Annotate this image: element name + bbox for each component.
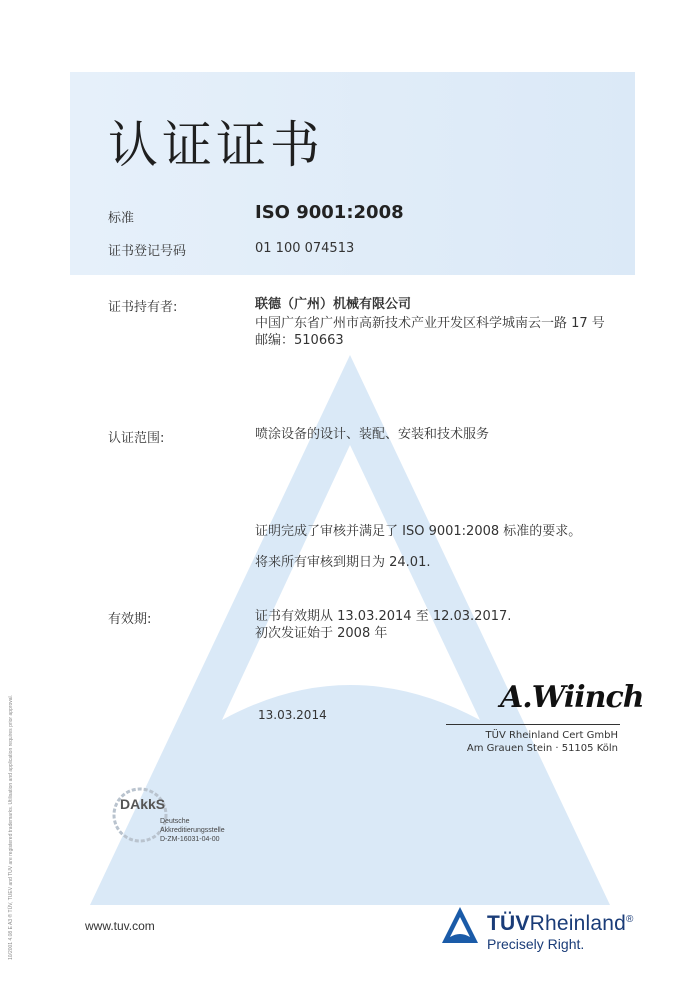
issuer-address: Am Grauen Stein · 51105 Köln bbox=[466, 743, 618, 754]
certificate-title: 认证证书 bbox=[108, 116, 324, 174]
dakks-line-1: Deutsche bbox=[160, 818, 190, 825]
scope-value: 喷涂设备的设计、装配、安装和技术服务 bbox=[255, 427, 490, 442]
dakks-details bbox=[160, 817, 225, 844]
scope-label: 认证范围: bbox=[108, 431, 165, 446]
dakks-line-3: D-ZM-16031-04-00 bbox=[160, 836, 220, 843]
brand-registered: ® bbox=[625, 914, 634, 925]
audit-due-statement: 将来所有审核到期日为 24.01. bbox=[255, 555, 431, 570]
holder-postal: 邮编：510663 bbox=[255, 333, 344, 348]
trademark-side-note: 10/2001 4.08 E A3 ® TÜV, TUEV and TUV are registered trademarks. Utilisation and application requires prior approval. bbox=[8, 694, 14, 960]
issue-date: 13.03.2014 bbox=[258, 708, 327, 722]
standard-label: 标准 bbox=[108, 211, 135, 226]
signature: A.Wiinch bbox=[500, 680, 644, 715]
holder-name: 联德（广州）机械有限公司 bbox=[255, 297, 412, 312]
validity-value: 证书有效期从 13.03.2014 至 12.03.2017. bbox=[255, 609, 512, 624]
tuv-triangle-icon bbox=[440, 905, 480, 945]
registration-value: 01 100 074513 bbox=[255, 241, 355, 256]
brand-bold: TÜV bbox=[487, 912, 530, 935]
compliance-statement: 证明完成了审核并满足了 ISO 9001:2008 标准的要求。 bbox=[255, 524, 582, 539]
first-issue: 初次发证始于 2008 年 bbox=[255, 626, 388, 641]
website-url[interactable]: www.tuv.com bbox=[85, 919, 155, 933]
issuer-block bbox=[398, 729, 618, 755]
validity-label: 有效期: bbox=[108, 612, 152, 627]
brand-rest: Rheinland bbox=[529, 912, 626, 935]
dakks-logo-text: DAkkS bbox=[120, 796, 166, 812]
standard-value: ISO 9001:2008 bbox=[255, 202, 404, 223]
tuv-brand bbox=[487, 912, 634, 936]
issuer-name: TÜV Rheinland Cert GmbH bbox=[485, 730, 618, 741]
brand-tagline: Precisely Right. bbox=[487, 936, 585, 952]
signature-line bbox=[446, 724, 620, 725]
holder-address: 中国广东省广州市高新技术产业开发区科学城南云一路 17 号 bbox=[255, 316, 605, 331]
registration-label: 证书登记号码 bbox=[108, 244, 187, 259]
dakks-line-2: Akkreditierungsstelle bbox=[160, 827, 225, 834]
holder-label: 证书持有者: bbox=[108, 300, 178, 315]
